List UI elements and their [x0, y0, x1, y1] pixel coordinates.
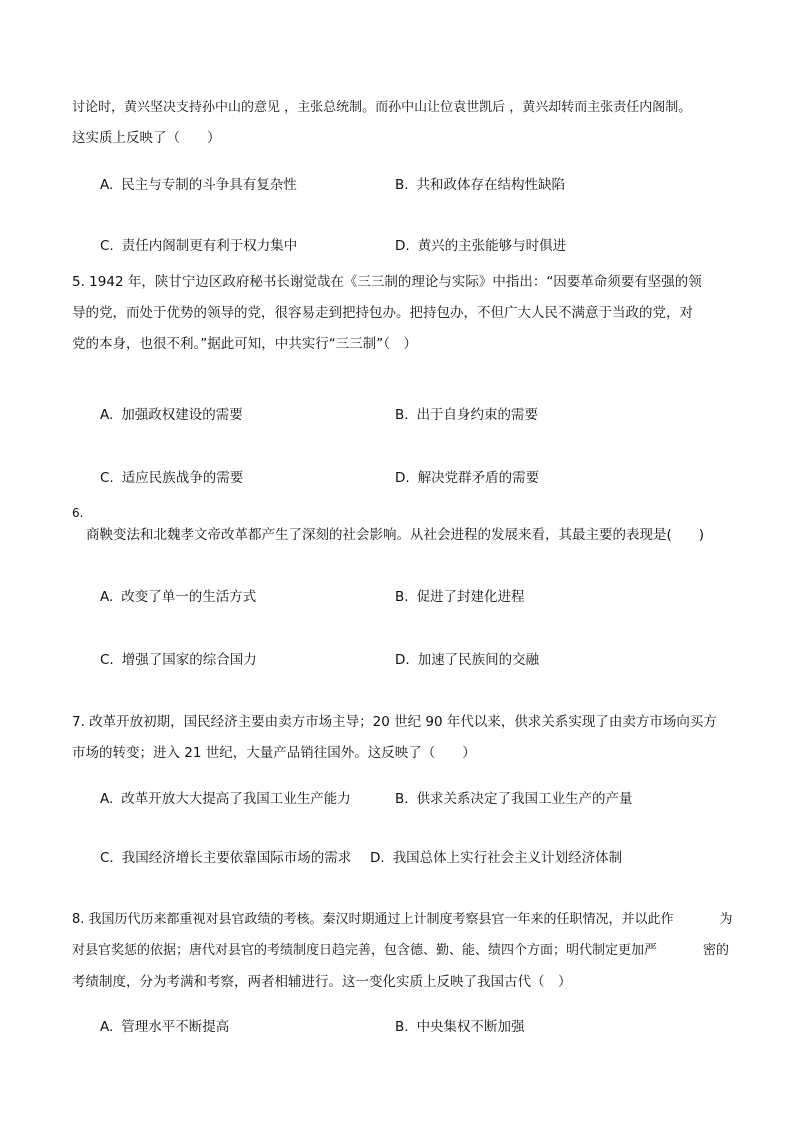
q6-stem-text: 商鞅变法和北魏孝文帝改革都产生了深刻的社会影响。从社会进程的发展来看，其最主要的表现是( )	[86, 527, 705, 543]
option-text: 民主与专制的斗争具有复杂性	[121, 177, 297, 193]
option-text: 解决党群矛盾的需要	[417, 470, 540, 486]
q5-stem-line-1: 5. 1942 年，陕甘宁边区政府秘书长谢觉哉在《三三制的理论与实际》中指出：“因要革命须要有坚强的领	[72, 274, 702, 290]
option-text: 管理水平不断提高	[121, 1019, 230, 1035]
q4-stem-line-1: 讨论时，黄兴坚决支持孙中山的意见 ，主张总统制。而孙中山让位袁世凯后 ，黄兴却转而主张责任内阁制。	[72, 100, 692, 115]
option-letter: A.	[100, 791, 114, 807]
option-text: 供求关系决定了我国工业生产的产量	[416, 791, 633, 807]
q6-number: 6.	[72, 506, 84, 520]
option-letter: A.	[100, 177, 114, 193]
option-letter: A.	[100, 407, 114, 423]
q5-option-d[interactable]	[395, 468, 539, 488]
option-letter: C.	[100, 850, 114, 866]
q8-line-2-part-b: 密的	[703, 943, 730, 958]
option-text: 增强了国家的综合国力	[121, 652, 257, 668]
option-text: 我国总体上实行社会主义计划经济体制	[392, 850, 623, 866]
q8-stem-line-2	[72, 941, 729, 961]
q6-option-a[interactable]	[100, 587, 256, 607]
q8-stem-line-3: 考绩制度，分为考满和考察，两者相辅进行。这一变化实质上反映了我国古代（ ）	[72, 974, 572, 990]
q5-option-a[interactable]	[100, 405, 243, 425]
q6-option-b[interactable]	[395, 587, 525, 607]
option-text: 适应民族战争的需要	[121, 470, 244, 486]
q7-stem-line-2: 市场的转变；进入 21 世纪，大量产品销往国外。这反映了（ ）	[72, 745, 476, 761]
q7-stem-line-1: 7. 改革开放初期，国民经济主要由卖方市场主导；20 世纪 90 年代以来，供求关系实现了由卖方市场向买方	[72, 714, 717, 730]
q8-stem-line-1	[72, 910, 733, 930]
option-letter: D.	[370, 850, 385, 866]
option-letter: D.	[395, 470, 410, 486]
q8-line-1-part-b: 为	[719, 912, 733, 927]
option-letter: C.	[100, 652, 114, 668]
q4-stem-line-2: 这实质上反映了（ ）	[72, 130, 221, 146]
option-text: 责任内阁制更有利于权力集中	[121, 238, 298, 254]
q4-option-d[interactable]	[395, 236, 566, 256]
q6-option-d[interactable]	[395, 650, 539, 670]
option-letter: D.	[395, 652, 410, 668]
option-letter: B.	[395, 589, 409, 605]
option-letter: B.	[395, 791, 409, 807]
q7-option-a[interactable]	[100, 789, 351, 809]
option-letter: B.	[395, 177, 409, 193]
q5-stem-line-2: 导的党，而处于优势的领导的党，很容易走到把持包办。把持包办，不但广大人民不满意于当政的党，对	[72, 305, 693, 321]
q6-option-c[interactable]	[100, 650, 257, 670]
q4-option-c[interactable]	[100, 236, 297, 256]
option-letter: A.	[100, 589, 114, 605]
q4-option-a[interactable]	[100, 175, 297, 195]
option-text: 中央集权不断加强	[416, 1019, 525, 1035]
q8-line-1-part-a: 8. 我国历代历来都重视对县官政绩的考核。秦汉时期通过上计制度考察县官一年来的任职情况，并以此作	[72, 912, 674, 927]
q8-option-a[interactable]	[100, 1017, 229, 1037]
q7-option-d[interactable]	[370, 848, 622, 868]
option-letter: A.	[100, 1019, 114, 1035]
q5-option-b[interactable]	[395, 405, 538, 425]
option-text: 改革开放大大提高了我国工业生产能力	[121, 791, 351, 807]
option-letter: D.	[395, 238, 410, 254]
q4-option-b[interactable]	[395, 175, 565, 195]
option-text: 黄兴的主张能够与时俱进	[417, 238, 567, 254]
option-text: 出于自身约束的需要	[416, 407, 539, 423]
option-letter: B.	[395, 1019, 409, 1035]
option-text: 加强政权建设的需要	[121, 407, 243, 423]
option-text: 改变了单一的生活方式	[121, 589, 257, 605]
option-text: 我国经济增长主要依靠国际市场的需求	[121, 850, 352, 866]
q8-option-b[interactable]	[395, 1017, 525, 1037]
option-letter: B.	[395, 407, 409, 423]
q5-stem-line-3: 党的本身，也很不利。”据此可知，中共实行“三三制”（ ）	[72, 336, 417, 352]
q5-option-c[interactable]	[100, 468, 243, 488]
option-text: 促进了封建化进程	[416, 589, 525, 605]
option-text: 共和政体存在结构性缺陷	[416, 177, 566, 193]
q8-line-2-part-a: 对县官奖惩的依据；唐代对县官的考绩制度日趋完善，包含德、勤、能、绩四个方面；明代制定更加严	[72, 943, 658, 958]
q7-option-c[interactable]	[100, 848, 351, 868]
option-text: 加速了民族间的交融	[417, 652, 540, 668]
option-letter: C.	[100, 238, 114, 254]
option-letter: C.	[100, 470, 114, 486]
q7-option-b[interactable]	[395, 789, 633, 809]
